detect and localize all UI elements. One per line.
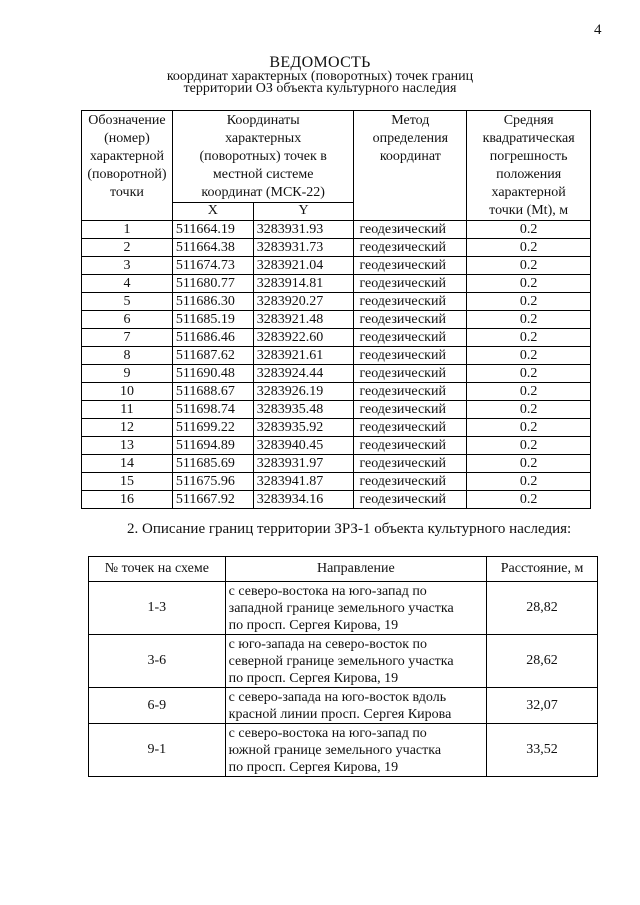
point-number-cell: 9	[82, 365, 173, 383]
coord-x-cell: 511685.69	[172, 455, 253, 473]
coord-y-cell: 3283931.73	[253, 239, 354, 257]
page-number: 4	[594, 22, 602, 38]
header-method: Метод определения координат	[354, 111, 467, 221]
method-cell: геодезический	[354, 311, 467, 329]
coord-y-cell: 3283922.60	[253, 329, 354, 347]
direction-line: западной границе земельного участка	[228, 601, 454, 616]
method-cell: геодезический	[354, 383, 467, 401]
table-row	[82, 239, 591, 257]
mean-error-cell: 0.2	[467, 329, 591, 347]
table-row	[82, 473, 591, 491]
document-subtitle-line2: территории ОЗ объекта культурного наследия	[183, 81, 457, 96]
coord-x-cell: 511664.19	[172, 221, 253, 239]
segment-distance-cell: 28,62	[487, 635, 598, 688]
table-row	[89, 635, 598, 688]
point-number-cell: 6	[82, 311, 173, 329]
mean-error-cell: 0.2	[467, 473, 591, 491]
point-number-cell: 7	[82, 329, 173, 347]
coord-y-cell: 3283931.93	[253, 221, 354, 239]
header-direction: Направление	[225, 557, 486, 582]
method-cell: геодезический	[354, 221, 467, 239]
coord-x-cell: 511688.67	[172, 383, 253, 401]
table-row	[82, 275, 591, 293]
table-row	[82, 401, 591, 419]
mean-error-cell: 0.2	[467, 311, 591, 329]
point-number-cell: 14	[82, 455, 173, 473]
table-row	[82, 491, 591, 509]
mean-error-cell: 0.2	[467, 239, 591, 257]
table-row	[82, 347, 591, 365]
coordinates-table	[81, 110, 591, 509]
point-number-cell: 11	[82, 401, 173, 419]
coord-x-cell: 511675.96	[172, 473, 253, 491]
coord-x-cell: 511685.19	[172, 311, 253, 329]
mean-error-cell: 0.2	[467, 347, 591, 365]
mean-error-cell: 0.2	[467, 437, 591, 455]
segment-points-cell: 1-3	[89, 582, 226, 635]
mean-error-cell: 0.2	[467, 293, 591, 311]
coord-x-cell: 511667.92	[172, 491, 253, 509]
method-cell: геодезический	[354, 437, 467, 455]
coord-x-cell: 511680.77	[172, 275, 253, 293]
point-number-cell: 4	[82, 275, 173, 293]
table-row	[89, 724, 598, 777]
segment-direction-cell	[225, 724, 486, 777]
direction-line: с северо-востока на юго-запад по	[228, 726, 427, 741]
table-row	[89, 688, 598, 724]
table-row	[82, 365, 591, 383]
coord-y-cell: 3283921.61	[253, 347, 354, 365]
coord-x-cell: 511664.38	[172, 239, 253, 257]
coord-y-cell: 3283935.48	[253, 401, 354, 419]
method-cell: геодезический	[354, 455, 467, 473]
table-row	[82, 257, 591, 275]
method-cell: геодезический	[354, 491, 467, 509]
document-subtitle-line1: координат характерных (поворотных) точек границ	[166, 69, 474, 84]
direction-line: по просп. Сергея Кирова, 19	[228, 671, 399, 686]
coord-y-cell: 3283920.27	[253, 293, 354, 311]
direction-line: с северо-запада на юго-восток вдоль	[228, 690, 447, 705]
coord-y-cell: 3283921.48	[253, 311, 354, 329]
header-coordinates: Координаты характерных (поворотных) точек в местной системе координат (МСК-22)	[172, 111, 354, 203]
method-cell: геодезический	[354, 347, 467, 365]
mean-error-cell: 0.2	[467, 401, 591, 419]
segment-points-cell: 3-6	[89, 635, 226, 688]
direction-line: южной границе земельного участка	[228, 743, 442, 758]
point-number-cell: 1	[82, 221, 173, 239]
segment-distance-cell: 33,52	[487, 724, 598, 777]
coord-x-cell: 511698.74	[172, 401, 253, 419]
coord-x-cell: 511686.46	[172, 329, 253, 347]
mean-error-cell: 0.2	[467, 383, 591, 401]
coord-y-cell: 3283935.92	[253, 419, 354, 437]
table-row	[82, 221, 591, 239]
coord-y-cell: 3283926.19	[253, 383, 354, 401]
method-cell: геодезический	[354, 419, 467, 437]
direction-line: северной границе земельного участка	[228, 654, 454, 669]
table-row	[82, 419, 591, 437]
coord-x-cell: 511687.62	[172, 347, 253, 365]
table-row	[82, 311, 591, 329]
section-2-heading: 2. Описание границ территории ЗРЗ-1 объекта культурного наследия:	[127, 521, 572, 537]
header-point-designation: Обозначение (номер) характерной (поворотной) точки	[82, 111, 173, 221]
document-title: ВЕДОМОСТЬ	[269, 54, 371, 71]
point-number-cell: 3	[82, 257, 173, 275]
method-cell: геодезический	[354, 329, 467, 347]
mean-error-cell: 0.2	[467, 419, 591, 437]
direction-line: красной линии просп. Сергея Кирова	[228, 707, 452, 722]
coord-x-cell: 511686.30	[172, 293, 253, 311]
header-mean-error: Средняя квадратическая погрешность положения характерной точки (Mt), м	[467, 111, 591, 221]
coord-y-cell: 3283934.16	[253, 491, 354, 509]
table-row	[82, 437, 591, 455]
segment-points-cell: 9-1	[89, 724, 226, 777]
direction-line: с северо-востока на юго-запад по	[228, 584, 427, 599]
mean-error-cell: 0.2	[467, 491, 591, 509]
segment-distance-cell: 28,82	[487, 582, 598, 635]
method-cell: геодезический	[354, 239, 467, 257]
header-distance: Расстояние, м	[487, 557, 598, 582]
mean-error-cell: 0.2	[467, 257, 591, 275]
mean-error-cell: 0.2	[467, 221, 591, 239]
mean-error-cell: 0.2	[467, 275, 591, 293]
segment-direction-cell	[225, 635, 486, 688]
header-y: Y	[253, 203, 354, 221]
mean-error-cell: 0.2	[467, 455, 591, 473]
direction-line: по просп. Сергея Кирова, 19	[228, 760, 399, 775]
table-row	[82, 383, 591, 401]
coord-y-cell: 3283924.44	[253, 365, 354, 383]
point-number-cell: 8	[82, 347, 173, 365]
direction-line: с юго-запада на северо-восток по	[228, 637, 428, 652]
segment-direction-cell	[225, 688, 486, 724]
point-number-cell: 16	[82, 491, 173, 509]
point-number-cell: 10	[82, 383, 173, 401]
table-row	[82, 329, 591, 347]
method-cell: геодезический	[354, 473, 467, 491]
coord-y-cell: 3283931.97	[253, 455, 354, 473]
point-number-cell: 12	[82, 419, 173, 437]
segment-points-cell: 6-9	[89, 688, 226, 724]
table-row	[89, 582, 598, 635]
mean-error-cell: 0.2	[467, 365, 591, 383]
coord-y-cell: 3283921.04	[253, 257, 354, 275]
method-cell: геодезический	[354, 257, 467, 275]
coord-x-cell: 511674.73	[172, 257, 253, 275]
boundaries-table	[88, 556, 598, 777]
table-row	[82, 293, 591, 311]
coord-y-cell: 3283914.81	[253, 275, 354, 293]
method-cell: геодезический	[354, 293, 467, 311]
point-number-cell: 5	[82, 293, 173, 311]
point-number-cell: 13	[82, 437, 173, 455]
table-row	[82, 455, 591, 473]
segment-direction-cell	[225, 582, 486, 635]
coord-y-cell: 3283941.87	[253, 473, 354, 491]
direction-line: по просп. Сергея Кирова, 19	[228, 618, 399, 633]
method-cell: геодезический	[354, 275, 467, 293]
coord-x-cell: 511690.48	[172, 365, 253, 383]
coord-y-cell: 3283940.45	[253, 437, 354, 455]
segment-distance-cell: 32,07	[487, 688, 598, 724]
header-point-numbers: № точек на схеме	[89, 557, 226, 582]
method-cell: геодезический	[354, 401, 467, 419]
point-number-cell: 2	[82, 239, 173, 257]
method-cell: геодезический	[354, 365, 467, 383]
coord-x-cell: 511694.89	[172, 437, 253, 455]
point-number-cell: 15	[82, 473, 173, 491]
header-x: X	[172, 203, 253, 221]
coord-x-cell: 511699.22	[172, 419, 253, 437]
